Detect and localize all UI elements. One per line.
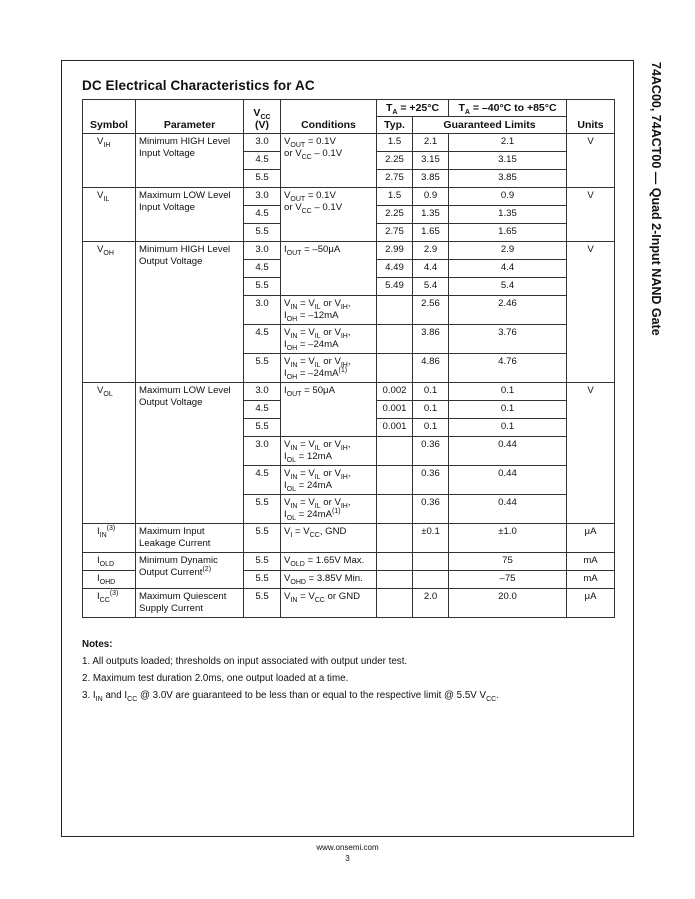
conditions-cell: $V_{IN} = V_{IL}$ or $V_{IH}$, $I_{OL} = 24mA^{(1)}$ <box>281 495 377 524</box>
parameter-vil: Maximum LOW Level Input Voltage <box>136 188 244 242</box>
typ-cell: 2.25 <box>377 206 413 224</box>
vcc-cell: 3.0 <box>244 242 281 260</box>
typ-cell: 2.25 <box>377 152 413 170</box>
section-title: DC Electrical Characteristics for AC <box>82 78 315 93</box>
limit25-cell: 0.1 <box>413 401 449 419</box>
parameter-dynamic: Minimum Dynamic Output Current$^{(2)}$ <box>136 553 244 589</box>
conditions-icc: $V_{IN} = V_{CC}$ or GND <box>281 589 377 618</box>
notes <box>82 636 499 704</box>
table-row <box>83 553 615 571</box>
limit25-cell: 1.65 <box>413 224 449 242</box>
table-row <box>83 134 615 152</box>
header-parameter: Parameter <box>136 100 244 134</box>
units-cell: V <box>567 134 615 188</box>
limit25-cell: 4.4 <box>413 260 449 278</box>
symbol-iohd: $I_{OHD}$ <box>83 571 136 589</box>
typ-cell <box>377 571 413 589</box>
conditions-cell: $V_{IN} = V_{IL}$ or $V_{IH}$, $I_{OH} = -12mA$ <box>281 296 377 325</box>
dc-characteristics-table <box>82 99 615 618</box>
vcc-cell: 5.5 <box>244 419 281 437</box>
typ-cell: 0.002 <box>377 383 413 401</box>
header-units: Units <box>567 100 615 134</box>
notes-heading: Notes: <box>82 639 113 650</box>
parameter-voh: Minimum HIGH Level Output Voltage <box>136 242 244 383</box>
vcc-cell: 4.5 <box>244 325 281 354</box>
header-row-1 <box>83 100 615 117</box>
conditions-cell: $V_{IN} = V_{IL}$ or $V_{IH}$, $I_{OH} = -24mA^{(1)}$ <box>281 354 377 383</box>
limit-cell: 0.1 <box>449 401 567 419</box>
parameter-iin: Maximum Input Leakage Current <box>136 524 244 553</box>
units-cell: μA <box>567 524 615 553</box>
typ-cell <box>377 466 413 495</box>
vcc-cell: 5.5 <box>244 224 281 242</box>
typ-cell <box>377 524 413 553</box>
parameter-vol: Maximum LOW Level Output Voltage <box>136 383 244 524</box>
parameter-icc: Maximum Quiescent Supply Current <box>136 589 244 618</box>
typ-cell <box>377 495 413 524</box>
units-cell: μA <box>567 589 615 618</box>
typ-cell: 4.49 <box>377 260 413 278</box>
limit-cell: 2.9 <box>449 242 567 260</box>
vcc-cell: 3.0 <box>244 134 281 152</box>
units-cell: mA <box>567 571 615 589</box>
typ-cell <box>377 325 413 354</box>
conditions-cell: $V_{IN} = V_{IL}$ or $V_{IH}$, $I_{OL} = 12mA$ <box>281 437 377 466</box>
limit25-cell: 2.56 <box>413 296 449 325</box>
note-3: 3. $I_{IN}$ and $I_{CC}$ @ 3.0V are guaranteed to be less than or equal to the respective limit @ 5.5V $V_{CC}$. <box>82 690 499 703</box>
conditions-cell: $V_{IN} = V_{IL}$ or $V_{IH}$, $I_{OH} = -24mA$ <box>281 325 377 354</box>
vcc-cell: 3.0 <box>244 437 281 466</box>
vcc-cell: 4.5 <box>244 401 281 419</box>
limit25-cell: 3.15 <box>413 152 449 170</box>
typ-cell <box>377 354 413 383</box>
typ-cell: 2.75 <box>377 224 413 242</box>
limit-cell: 5.4 <box>449 278 567 296</box>
conditions-iin: $V_I = V_{CC}$, GND <box>281 524 377 553</box>
page-number: 3 <box>345 854 350 863</box>
limit25-cell: 1.35 <box>413 206 449 224</box>
vcc-cell: 5.5 <box>244 571 281 589</box>
limit-cell: 20.0 <box>449 589 567 618</box>
limit-cell: 0.44 <box>449 437 567 466</box>
limit-cell: 2.46 <box>449 296 567 325</box>
limit-cell: 1.35 <box>449 206 567 224</box>
units-cell: V <box>567 242 615 383</box>
vcc-cell: 5.5 <box>244 278 281 296</box>
vcc-cell: 4.5 <box>244 152 281 170</box>
limit-cell: 4.76 <box>449 354 567 383</box>
limit25-cell: 2.9 <box>413 242 449 260</box>
limit-cell: –75 <box>449 571 567 589</box>
limit-cell: 3.15 <box>449 152 567 170</box>
limit-cell: 3.85 <box>449 170 567 188</box>
symbol-vih: $V_{IH}$ <box>83 134 136 188</box>
units-cell: V <box>567 188 615 242</box>
symbol-voh: $V_{OH}$ <box>83 242 136 383</box>
limit-cell: 75 <box>449 553 567 571</box>
limit25-cell <box>413 553 449 571</box>
vcc-cell: 3.0 <box>244 188 281 206</box>
limit25-cell: 0.36 <box>413 466 449 495</box>
typ-cell: 0.001 <box>377 401 413 419</box>
units-cell: V <box>567 383 615 524</box>
limit25-cell: ±0.1 <box>413 524 449 553</box>
conditions-vil: $V_{OUT} = 0.1V$ or $V_{CC} - 0.1V$ <box>281 188 377 242</box>
conditions-voh: $I_{OUT} = -50\mu A$ <box>281 242 377 296</box>
vcc-cell: 4.5 <box>244 466 281 495</box>
table-row <box>83 589 615 618</box>
units-cell: mA <box>567 553 615 571</box>
limit25-cell: 5.4 <box>413 278 449 296</box>
table-row <box>83 242 615 260</box>
conditions-cell: $V_{IN} = V_{IL}$ or $V_{IH}$, $I_{OL} = 24mA$ <box>281 466 377 495</box>
typ-cell: 1.5 <box>377 134 413 152</box>
limit-cell: 4.4 <box>449 260 567 278</box>
limit-cell: 0.1 <box>449 419 567 437</box>
note-1: 1. All outputs loaded; thresholds on input associated with output under test. <box>82 656 408 667</box>
typ-cell <box>377 296 413 325</box>
limit25-cell: 0.9 <box>413 188 449 206</box>
header-guaranteed: Guaranteed Limits <box>413 117 567 134</box>
header-typ: Typ. <box>377 117 413 134</box>
limit-cell: ±1.0 <box>449 524 567 553</box>
header-vcc: $V_{CC}$ (V) <box>244 100 281 134</box>
typ-cell: 5.49 <box>377 278 413 296</box>
typ-cell: 1.5 <box>377 188 413 206</box>
conditions-iohd: $V_{OHD} = 3.85V$ Min. <box>281 571 377 589</box>
vcc-cell: 3.0 <box>244 296 281 325</box>
conditions-vol: $I_{OUT} = 50\mu A$ <box>281 383 377 437</box>
symbol-vol: $V_{OL}$ <box>83 383 136 524</box>
table-row <box>83 524 615 553</box>
vcc-cell: 5.5 <box>244 589 281 618</box>
limit25-cell: 4.86 <box>413 354 449 383</box>
header-symbol: Symbol <box>83 100 136 134</box>
limit-cell: 2.1 <box>449 134 567 152</box>
typ-cell: 0.001 <box>377 419 413 437</box>
conditions-iold: $V_{OLD} = 1.65V$ Max. <box>281 553 377 571</box>
parameter-vih: Minimum HIGH Level Input Voltage <box>136 134 244 188</box>
limit25-cell: 2.1 <box>413 134 449 152</box>
typ-cell <box>377 553 413 571</box>
vcc-cell: 5.5 <box>244 553 281 571</box>
vcc-cell: 4.5 <box>244 206 281 224</box>
footer-url[interactable]: www.onsemi.com <box>316 843 379 852</box>
vcc-cell: 5.5 <box>244 524 281 553</box>
symbol-icc: $I_{CC}^{(3)}$ <box>83 589 136 618</box>
vcc-cell: 3.0 <box>244 383 281 401</box>
table-row <box>83 188 615 206</box>
vcc-cell: 5.5 <box>244 354 281 383</box>
limit25-cell: 0.36 <box>413 495 449 524</box>
limit-cell: 0.44 <box>449 466 567 495</box>
note-2: 2. Maximum test duration 2.0ms, one output loaded at a time. <box>82 673 349 684</box>
vcc-cell: 5.5 <box>244 170 281 188</box>
limit-cell: 0.9 <box>449 188 567 206</box>
limit25-cell: 3.85 <box>413 170 449 188</box>
symbol-iold: $I_{OLD}$ <box>83 553 136 571</box>
table-row <box>83 383 615 401</box>
typ-cell <box>377 589 413 618</box>
vcc-cell: 5.5 <box>244 495 281 524</box>
typ-cell: 2.75 <box>377 170 413 188</box>
limit25-cell: 0.1 <box>413 419 449 437</box>
typ-cell: 2.99 <box>377 242 413 260</box>
conditions-vih: $V_{OUT} = 0.1V$ or $V_{CC} - 0.1V$ <box>281 134 377 188</box>
symbol-vil: $V_{IL}$ <box>83 188 136 242</box>
symbol-iin: $I_{IN}^{(3)}$ <box>83 524 136 553</box>
header-ta-range: $T_A = -40^\circ C$ to +85°C <box>449 100 567 117</box>
typ-cell <box>377 437 413 466</box>
limit25-cell: 3.86 <box>413 325 449 354</box>
vcc-cell: 4.5 <box>244 260 281 278</box>
footer <box>0 842 695 864</box>
limit-cell: 0.44 <box>449 495 567 524</box>
header-ta25: $T_A = +25^\circ C$ <box>377 100 449 117</box>
side-title: 74AC00, 74ACT00 — Quad 2-Input NAND Gate <box>649 62 663 336</box>
limit-cell: 0.1 <box>449 383 567 401</box>
limit-cell: 1.65 <box>449 224 567 242</box>
limit25-cell: 2.0 <box>413 589 449 618</box>
limit25-cell: 0.1 <box>413 383 449 401</box>
limit25-cell <box>413 571 449 589</box>
limit25-cell: 0.36 <box>413 437 449 466</box>
limit-cell: 3.76 <box>449 325 567 354</box>
header-conditions: Conditions <box>281 100 377 134</box>
